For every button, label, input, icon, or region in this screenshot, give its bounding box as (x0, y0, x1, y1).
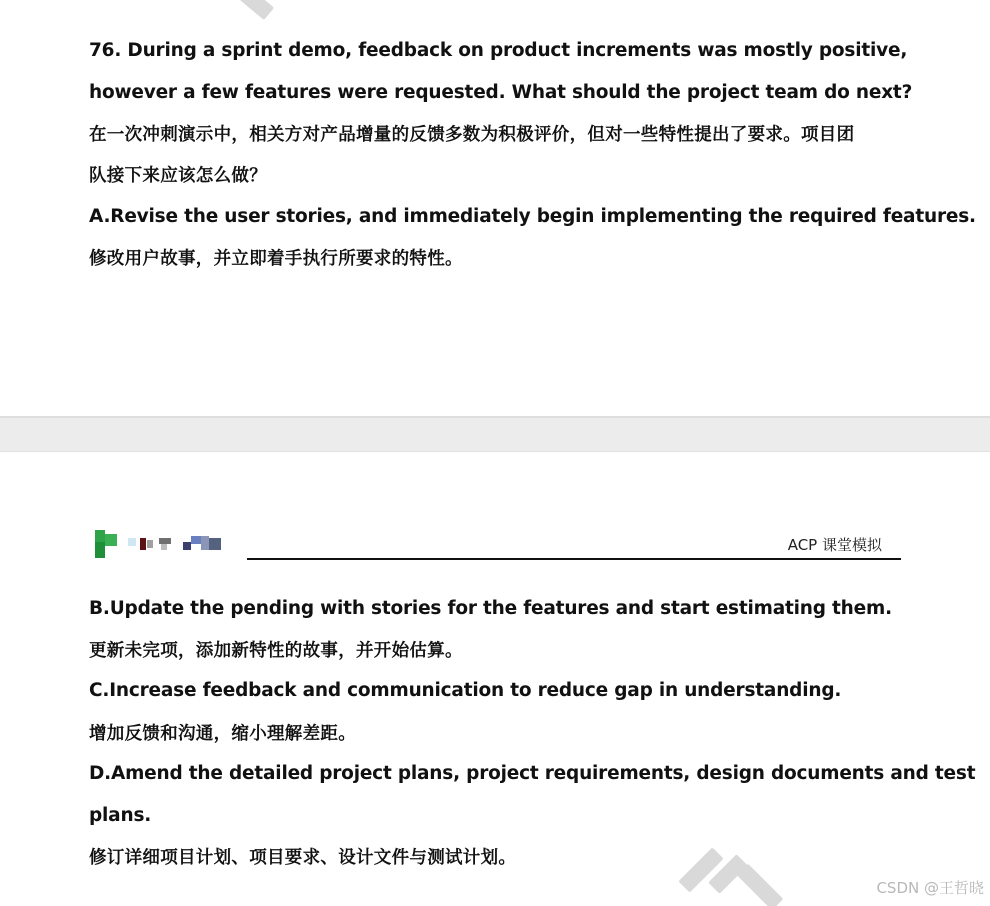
page-separator (0, 416, 990, 452)
option-d-cn-text: 修订详细项目计划、项目要求、设计文件与测试计划。 (89, 848, 517, 868)
csdn-author-watermark: CSDN @王哲晓 (876, 879, 984, 897)
watermark-stroke (737, 864, 784, 906)
document-page-2 (0, 452, 990, 906)
option-a-cn-text: 修改用户故事，并立即着手执行所要求的特性。 (89, 249, 463, 269)
option-c-text: C.Increase feedback and communication to reduce gap in understanding. (89, 680, 842, 701)
document-page-1 (0, 0, 990, 416)
header-title: ACP 课堂模拟 (787, 536, 882, 554)
watermark-stroke (238, 0, 274, 20)
option-b-text: B.Update the pending with stories for the features and start estimating them. (89, 598, 892, 619)
question-cn-line-2: 队接下来应该怎么做？ (89, 166, 267, 186)
option-d-text-continued: plans. (89, 805, 152, 826)
question-line-1: 76. During a sprint demo, feedback on product increments was mostly positive, (89, 40, 908, 61)
header-rule (247, 558, 901, 560)
question-cn-line-1: 在一次冲刺演示中，相关方对产品增量的反馈多数为积极评价，但对一些特性提出了要求。项目团 (89, 125, 855, 145)
option-d-text: D.Amend the detailed project plans, project requirements, design documents and test (89, 763, 976, 784)
option-a-text: A.Revise the user stories, and immediately begin implementing the required features. (89, 206, 976, 227)
pixelated-logo-icon (95, 530, 235, 562)
option-b-cn-text: 更新未完项，添加新特性的故事，并开始估算。 (89, 641, 463, 661)
question-line-2: however a few features were requested. What should the project team do next? (89, 82, 913, 103)
option-c-cn-text: 增加反馈和沟通，缩小理解差距。 (89, 724, 356, 744)
